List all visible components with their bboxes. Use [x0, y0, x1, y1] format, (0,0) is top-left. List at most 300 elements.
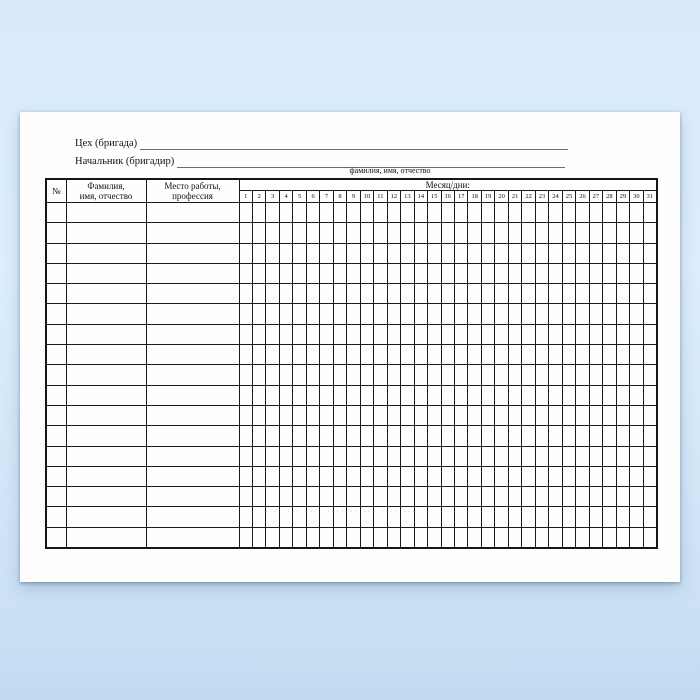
- grid-cell: [455, 345, 468, 365]
- grid-cell: [455, 243, 468, 263]
- grid-cell: [387, 446, 400, 466]
- grid-cell: [360, 345, 373, 365]
- grid-cell: [535, 487, 548, 507]
- grid-cell: [576, 426, 589, 446]
- grid-cell: [347, 203, 360, 223]
- grid-cell: [643, 527, 657, 548]
- grid-cell: [333, 243, 346, 263]
- grid-cell: [360, 446, 373, 466]
- grid-cell: [414, 385, 427, 405]
- grid-cell: [374, 507, 387, 527]
- grid-cell: [414, 405, 427, 425]
- grid-cell: [576, 507, 589, 527]
- grid-cell: [428, 405, 441, 425]
- grid-cell: [455, 385, 468, 405]
- grid-cell: [630, 263, 643, 283]
- grid-cell: [481, 203, 494, 223]
- grid-cell: [481, 527, 494, 548]
- table-header: [46, 179, 657, 203]
- grid-cell: [320, 223, 333, 243]
- grid-cell: [266, 426, 279, 446]
- grid-cell: [266, 446, 279, 466]
- day-header-28: 28: [603, 191, 616, 203]
- grid-cell: [387, 284, 400, 304]
- grid-cell: [643, 507, 657, 527]
- grid-cell: [576, 385, 589, 405]
- grid-cell: [455, 304, 468, 324]
- grid-cell: [616, 203, 629, 223]
- grid-cell: [508, 324, 521, 344]
- grid-cell: [347, 527, 360, 548]
- grid-cell: [508, 385, 521, 405]
- grid-cell: [146, 405, 239, 425]
- grid-cell: [239, 324, 252, 344]
- grid-cell: [616, 385, 629, 405]
- grid-cell: [239, 304, 252, 324]
- grid-cell: [495, 243, 508, 263]
- grid-cell: [46, 345, 66, 365]
- grid-cell: [239, 527, 252, 548]
- grid-cell: [293, 426, 306, 446]
- grid-cell: [495, 365, 508, 385]
- workshop-blank-line: [140, 137, 568, 150]
- grid-cell: [441, 507, 454, 527]
- grid-cell: [266, 263, 279, 283]
- grid-cell: [374, 487, 387, 507]
- grid-cell: [66, 345, 146, 365]
- grid-cell: [616, 446, 629, 466]
- grid-cell: [252, 487, 265, 507]
- grid-cell: [414, 284, 427, 304]
- table-row: [46, 527, 657, 548]
- grid-cell: [66, 365, 146, 385]
- grid-cell: [293, 304, 306, 324]
- grid-cell: [630, 405, 643, 425]
- grid-cell: [508, 507, 521, 527]
- grid-cell: [252, 324, 265, 344]
- grid-cell: [495, 284, 508, 304]
- grid-cell: [522, 527, 535, 548]
- grid-cell: [306, 446, 319, 466]
- grid-cell: [549, 203, 562, 223]
- grid-cell: [616, 365, 629, 385]
- grid-cell: [630, 365, 643, 385]
- grid-cell: [428, 345, 441, 365]
- grid-cell: [239, 446, 252, 466]
- grid-cell: [333, 223, 346, 243]
- grid-cell: [630, 466, 643, 486]
- grid-cell: [66, 426, 146, 446]
- grid-cell: [360, 304, 373, 324]
- grid-cell: [630, 527, 643, 548]
- grid-cell: [441, 487, 454, 507]
- grid-cell: [46, 426, 66, 446]
- grid-cell: [576, 527, 589, 548]
- grid-cell: [630, 243, 643, 263]
- table-row: [46, 507, 657, 527]
- grid-cell: [252, 203, 265, 223]
- grid-cell: [508, 243, 521, 263]
- grid-cell: [643, 426, 657, 446]
- grid-cell: [333, 446, 346, 466]
- grid-cell: [495, 385, 508, 405]
- grid-cell: [643, 223, 657, 243]
- grid-cell: [468, 466, 481, 486]
- grid-cell: [468, 446, 481, 466]
- grid-cell: [589, 507, 602, 527]
- grid-cell: [522, 365, 535, 385]
- grid-cell: [146, 446, 239, 466]
- grid-cell: [401, 284, 414, 304]
- grid-cell: [576, 263, 589, 283]
- day-header-1: 1: [239, 191, 252, 203]
- grid-cell: [333, 284, 346, 304]
- grid-cell: [549, 365, 562, 385]
- grid-cell: [414, 365, 427, 385]
- grid-cell: [252, 243, 265, 263]
- grid-cell: [549, 345, 562, 365]
- grid-cell: [495, 203, 508, 223]
- grid-cell: [562, 223, 575, 243]
- grid-cell: [387, 324, 400, 344]
- grid-cell: [279, 324, 292, 344]
- grid-cell: [387, 507, 400, 527]
- grid-cell: [468, 324, 481, 344]
- grid-cell: [455, 223, 468, 243]
- table-row: [46, 243, 657, 263]
- day-header-15: 15: [428, 191, 441, 203]
- day-header-7: 7: [320, 191, 333, 203]
- grid-cell: [549, 405, 562, 425]
- grid-cell: [441, 284, 454, 304]
- grid-cell: [549, 446, 562, 466]
- grid-cell: [320, 405, 333, 425]
- grid-cell: [428, 223, 441, 243]
- grid-cell: [146, 487, 239, 507]
- grid-cell: [293, 223, 306, 243]
- grid-cell: [66, 385, 146, 405]
- day-header-9: 9: [347, 191, 360, 203]
- day-header-12: 12: [387, 191, 400, 203]
- grid-cell: [146, 385, 239, 405]
- grid-cell: [428, 263, 441, 283]
- grid-cell: [428, 507, 441, 527]
- grid-cell: [468, 243, 481, 263]
- grid-cell: [549, 527, 562, 548]
- grid-cell: [589, 405, 602, 425]
- grid-cell: [306, 426, 319, 446]
- grid-cell: [333, 385, 346, 405]
- grid-cell: [643, 243, 657, 263]
- grid-cell: [428, 324, 441, 344]
- grid-cell: [293, 405, 306, 425]
- grid-cell: [414, 263, 427, 283]
- grid-cell: [616, 324, 629, 344]
- table-row: [46, 365, 657, 385]
- table-row: [46, 263, 657, 283]
- grid-cell: [46, 243, 66, 263]
- grid-cell: [589, 243, 602, 263]
- grid-cell: [481, 466, 494, 486]
- grid-cell: [333, 365, 346, 385]
- grid-cell: [603, 223, 616, 243]
- table-row: [46, 487, 657, 507]
- grid-cell: [643, 203, 657, 223]
- grid-cell: [643, 345, 657, 365]
- grid-cell: [333, 203, 346, 223]
- grid-cell: [522, 426, 535, 446]
- grid-cell: [603, 304, 616, 324]
- grid-cell: [146, 223, 239, 243]
- day-header-4: 4: [279, 191, 292, 203]
- grid-cell: [428, 487, 441, 507]
- grid-cell: [616, 487, 629, 507]
- grid-cell: [562, 405, 575, 425]
- grid-cell: [293, 446, 306, 466]
- grid-cell: [616, 466, 629, 486]
- grid-cell: [508, 304, 521, 324]
- grid-cell: [562, 243, 575, 263]
- grid-cell: [66, 304, 146, 324]
- grid-cell: [239, 263, 252, 283]
- grid-cell: [414, 487, 427, 507]
- grid-cell: [428, 385, 441, 405]
- grid-cell: [66, 527, 146, 548]
- grid-cell: [576, 446, 589, 466]
- grid-cell: [266, 243, 279, 263]
- grid-cell: [239, 365, 252, 385]
- grid-cell: [387, 426, 400, 446]
- grid-cell: [481, 284, 494, 304]
- grid-cell: [266, 324, 279, 344]
- grid-cell: [603, 203, 616, 223]
- grid-cell: [535, 405, 548, 425]
- grid-cell: [535, 446, 548, 466]
- grid-cell: [441, 243, 454, 263]
- grid-cell: [441, 385, 454, 405]
- grid-cell: [455, 487, 468, 507]
- grid-cell: [252, 304, 265, 324]
- grid-cell: [481, 405, 494, 425]
- grid-cell: [347, 466, 360, 486]
- grid-cell: [333, 487, 346, 507]
- grid-cell: [266, 284, 279, 304]
- workshop-field-row: [75, 135, 568, 150]
- grid-cell: [66, 223, 146, 243]
- day-header-25: 25: [562, 191, 575, 203]
- grid-cell: [495, 426, 508, 446]
- grid-cell: [455, 527, 468, 548]
- grid-cell: [46, 487, 66, 507]
- grid-cell: [495, 527, 508, 548]
- grid-cell: [320, 426, 333, 446]
- grid-cell: [146, 466, 239, 486]
- grid-cell: [535, 507, 548, 527]
- grid-cell: [589, 223, 602, 243]
- grid-cell: [616, 243, 629, 263]
- grid-cell: [387, 365, 400, 385]
- day-header-14: 14: [414, 191, 427, 203]
- grid-cell: [320, 446, 333, 466]
- grid-cell: [414, 223, 427, 243]
- grid-cell: [401, 345, 414, 365]
- grid-cell: [333, 466, 346, 486]
- grid-cell: [441, 324, 454, 344]
- day-header-20: 20: [495, 191, 508, 203]
- grid-cell: [643, 405, 657, 425]
- grid-cell: [616, 426, 629, 446]
- grid-cell: [146, 263, 239, 283]
- table-row: [46, 345, 657, 365]
- grid-cell: [441, 365, 454, 385]
- grid-cell: [333, 426, 346, 446]
- grid-cell: [616, 304, 629, 324]
- grid-cell: [66, 507, 146, 527]
- grid-cell: [603, 446, 616, 466]
- grid-cell: [279, 405, 292, 425]
- grid-cell: [468, 263, 481, 283]
- grid-cell: [616, 223, 629, 243]
- name-column-header: [66, 179, 146, 203]
- grid-cell: [252, 446, 265, 466]
- grid-cell: [535, 365, 548, 385]
- grid-cell: [576, 345, 589, 365]
- grid-cell: [562, 446, 575, 466]
- grid-cell: [495, 263, 508, 283]
- grid-cell: [630, 304, 643, 324]
- grid-cell: [146, 284, 239, 304]
- grid-cell: [146, 203, 239, 223]
- grid-cell: [455, 263, 468, 283]
- grid-cell: [441, 263, 454, 283]
- grid-cell: [293, 487, 306, 507]
- grid-cell: [643, 304, 657, 324]
- grid-cell: [293, 345, 306, 365]
- grid-cell: [562, 345, 575, 365]
- grid-cell: [66, 446, 146, 466]
- grid-cell: [603, 385, 616, 405]
- day-header-18: 18: [468, 191, 481, 203]
- grid-cell: [468, 223, 481, 243]
- grid-cell: [576, 487, 589, 507]
- grid-cell: [46, 446, 66, 466]
- grid-cell: [347, 487, 360, 507]
- grid-cell: [320, 385, 333, 405]
- grid-cell: [495, 304, 508, 324]
- day-header-16: 16: [441, 191, 454, 203]
- grid-cell: [374, 527, 387, 548]
- grid-cell: [630, 426, 643, 446]
- grid-cell: [360, 527, 373, 548]
- grid-cell: [252, 405, 265, 425]
- table-row: [46, 405, 657, 425]
- grid-cell: [481, 487, 494, 507]
- grid-cell: [643, 324, 657, 344]
- grid-cell: [630, 487, 643, 507]
- grid-cell: [401, 507, 414, 527]
- grid-cell: [576, 365, 589, 385]
- grid-cell: [495, 466, 508, 486]
- grid-cell: [252, 466, 265, 486]
- grid-cell: [266, 203, 279, 223]
- grid-cell: [374, 466, 387, 486]
- grid-body: [46, 203, 657, 549]
- grid-cell: [589, 263, 602, 283]
- workshop-field-label: Цех (бригада): [75, 138, 138, 149]
- grid-cell: [360, 405, 373, 425]
- grid-cell: [347, 405, 360, 425]
- grid-cell: [481, 345, 494, 365]
- grid-cell: [387, 263, 400, 283]
- grid-cell: [333, 527, 346, 548]
- grid-cell: [374, 385, 387, 405]
- grid-cell: [252, 507, 265, 527]
- day-header-27: 27: [589, 191, 602, 203]
- grid-cell: [495, 345, 508, 365]
- grid-cell: [266, 304, 279, 324]
- grid-cell: [293, 507, 306, 527]
- grid-cell: [468, 426, 481, 446]
- grid-cell: [522, 263, 535, 283]
- grid-cell: [441, 304, 454, 324]
- grid-cell: [387, 466, 400, 486]
- grid-cell: [279, 243, 292, 263]
- grid-cell: [401, 487, 414, 507]
- grid-cell: [576, 203, 589, 223]
- grid-cell: [522, 223, 535, 243]
- grid-cell: [495, 223, 508, 243]
- grid-cell: [279, 527, 292, 548]
- grid-cell: [589, 203, 602, 223]
- grid-cell: [481, 365, 494, 385]
- grid-cell: [589, 385, 602, 405]
- grid-cell: [266, 365, 279, 385]
- grid-cell: [616, 345, 629, 365]
- grid-cell: [522, 466, 535, 486]
- grid-cell: [320, 487, 333, 507]
- grid-cell: [387, 304, 400, 324]
- grid-cell: [46, 263, 66, 283]
- grid-cell: [306, 304, 319, 324]
- grid-cell: [562, 527, 575, 548]
- grid-cell: [562, 365, 575, 385]
- grid-cell: [481, 243, 494, 263]
- grid-cell: [279, 203, 292, 223]
- grid-cell: [643, 487, 657, 507]
- grid-cell: [306, 487, 319, 507]
- grid-cell: [347, 446, 360, 466]
- grid-cell: [616, 263, 629, 283]
- grid-cell: [468, 405, 481, 425]
- grid-cell: [414, 345, 427, 365]
- grid-cell: [306, 385, 319, 405]
- grid-cell: [508, 487, 521, 507]
- month-days-header: Месяц/дни:: [239, 179, 657, 191]
- grid-cell: [428, 284, 441, 304]
- grid-cell: [347, 304, 360, 324]
- grid-cell: [414, 466, 427, 486]
- grid-cell: [481, 507, 494, 527]
- grid-cell: [347, 223, 360, 243]
- grid-cell: [455, 365, 468, 385]
- grid-cell: [562, 324, 575, 344]
- table-row: [46, 324, 657, 344]
- grid-cell: [374, 345, 387, 365]
- grid-cell: [347, 345, 360, 365]
- grid-cell: [347, 385, 360, 405]
- grid-cell: [239, 243, 252, 263]
- grid-cell: [279, 466, 292, 486]
